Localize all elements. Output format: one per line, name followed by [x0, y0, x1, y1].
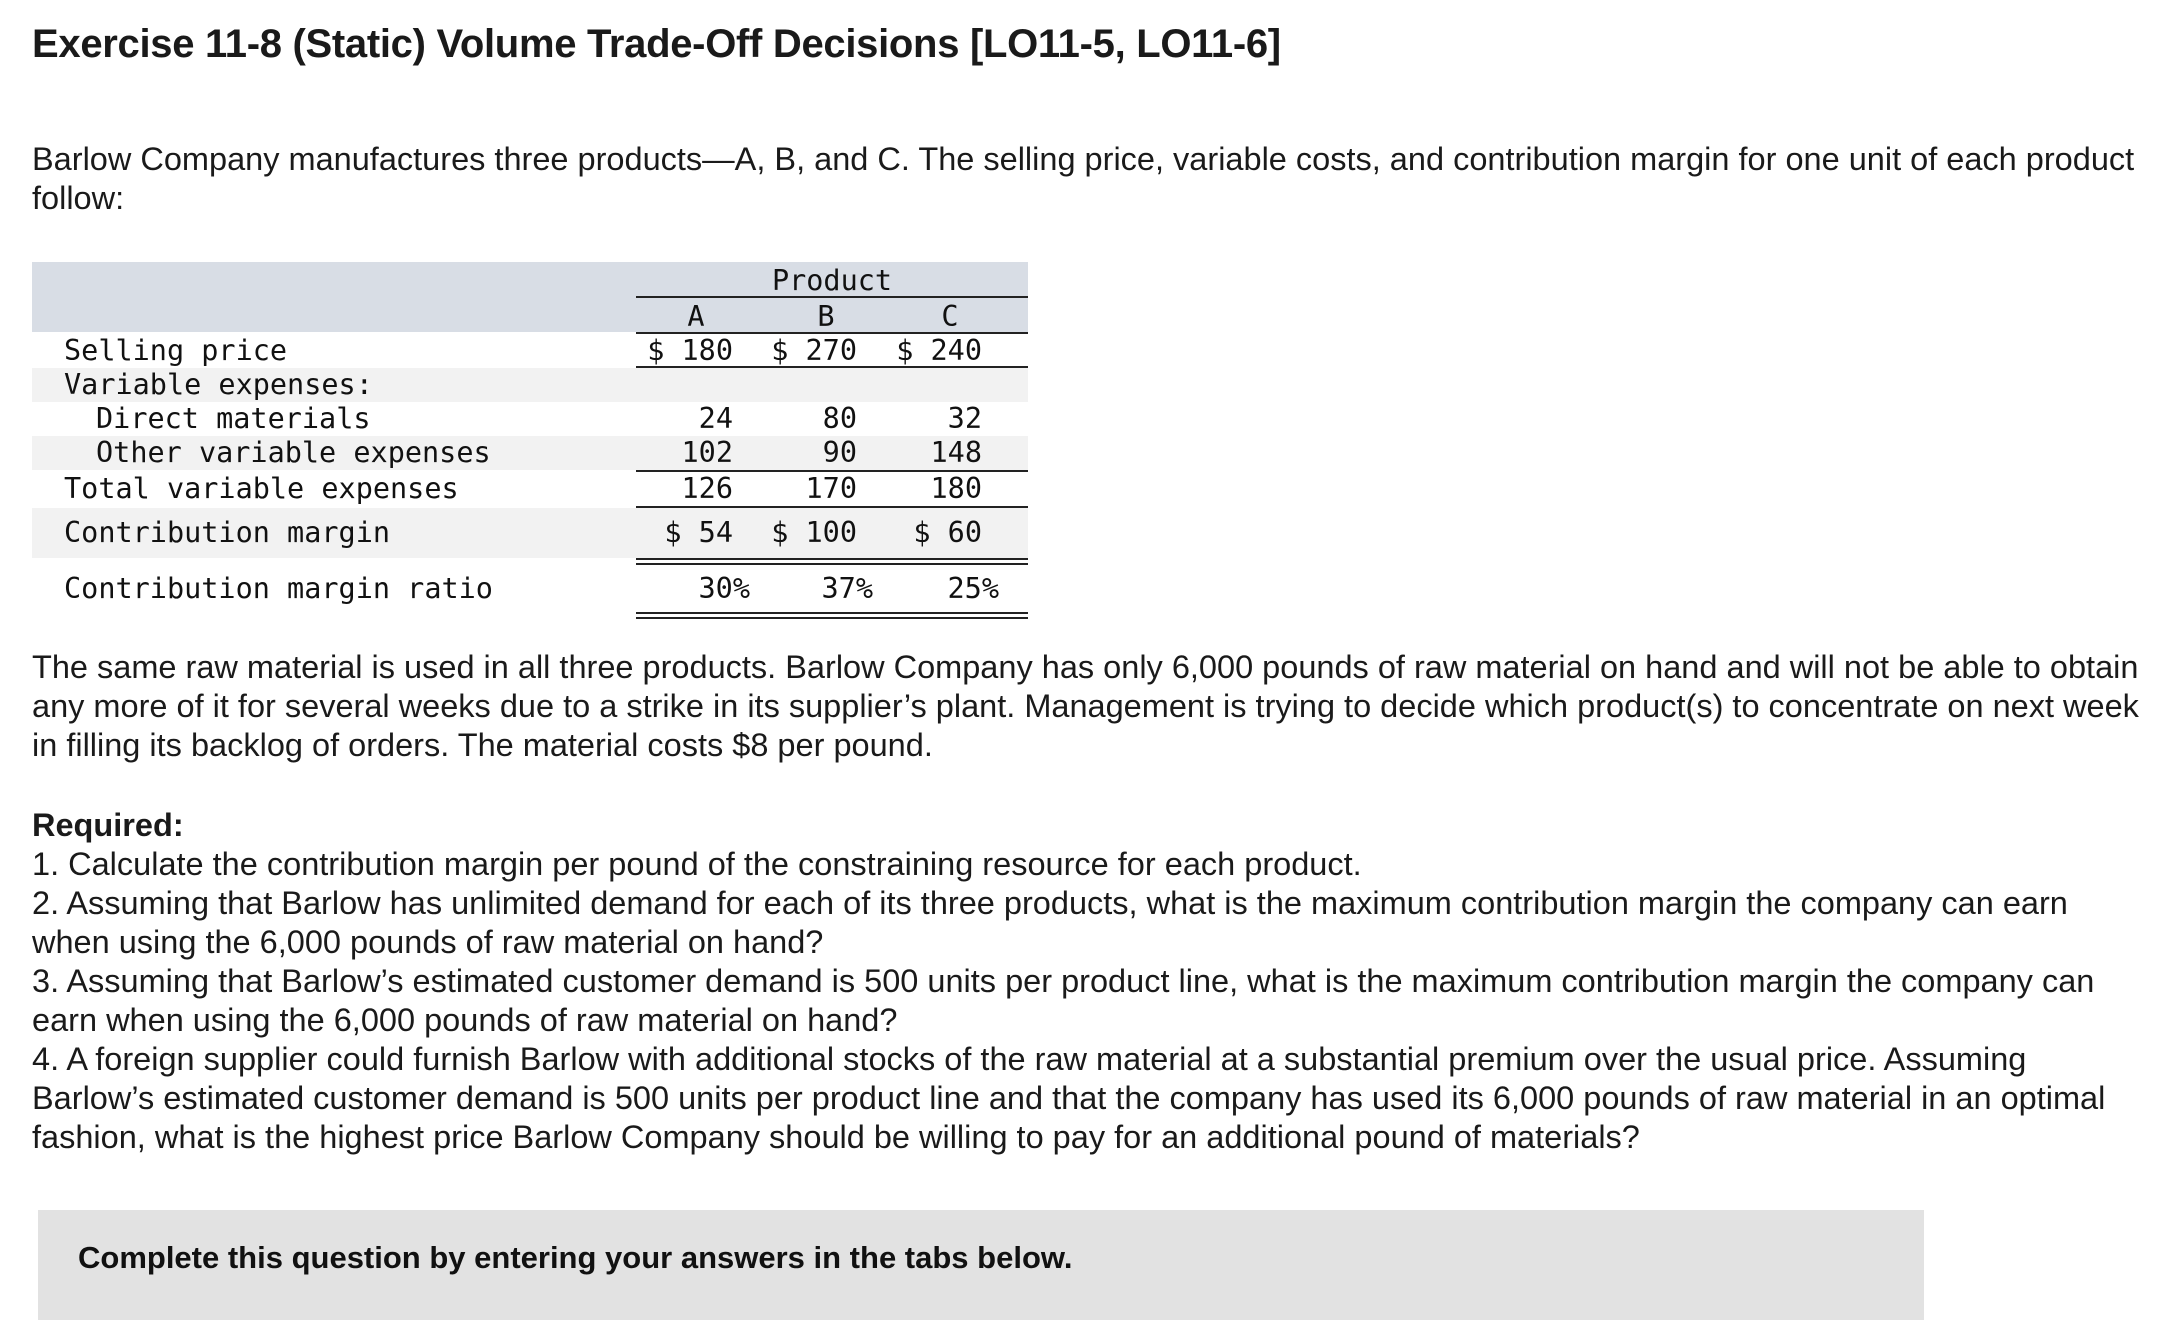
selling-price-label: Selling price [64, 334, 288, 367]
other-variable-b: 90 [822, 436, 857, 469]
direct-materials-c: 32 [947, 402, 982, 435]
required-item-1: 1. Calculate the contribution margin per pound of the constraining resource for each product. [32, 846, 1362, 882]
selling-price-b: $ 270 [771, 334, 857, 367]
selling-price-c: $ 240 [896, 334, 982, 367]
contribution-margin-c: $ 60 [913, 516, 982, 549]
contribution-margin-label: Contribution margin [64, 516, 391, 549]
cm-ratio-c: 25% [947, 572, 999, 605]
other-variable-label: Other variable expenses [96, 436, 491, 469]
contribution-margin-b: $ 100 [771, 516, 857, 549]
table-row [32, 368, 1028, 402]
table-row [32, 472, 1028, 506]
other-variable-a: 102 [681, 436, 733, 469]
header-underline [636, 296, 1028, 298]
required-item-3: 3. Assuming that Barlow’s estimated customer demand is 500 units per product line, what is the maximum contribution margin the company can earn when using the 6,000 pounds of raw material on hand? [32, 963, 2095, 1038]
required-heading: Required: [32, 807, 184, 843]
table-row [32, 402, 1028, 436]
direct-materials-label: Direct materials [96, 402, 371, 435]
table-row [32, 436, 1028, 470]
total-variable-label: Total variable expenses [64, 472, 459, 505]
total-variable-a: 126 [681, 472, 733, 505]
instructions-banner [38, 1210, 1924, 1320]
column-header-a: A [687, 300, 705, 333]
cm-ratio-label: Contribution margin ratio [64, 572, 493, 605]
variable-expenses-label: Variable expenses: [64, 368, 373, 401]
selling-price-a: $ 180 [647, 334, 733, 367]
intro-paragraph: Barlow Company manufactures three products—A, B, and C. The selling price, variable costs, and contribution margin for one unit of each product follow: [32, 141, 2135, 216]
column-header-c: C [941, 300, 959, 333]
direct-materials-b: 80 [822, 402, 857, 435]
required-section [32, 806, 2142, 1157]
cm-ratio-b: 37% [821, 572, 873, 605]
cm-ratio-a: 30% [698, 572, 750, 605]
contribution-margin-a: $ 54 [664, 516, 733, 549]
table-row [32, 508, 1028, 558]
table-row [32, 332, 1028, 366]
required-item-2: 2. Assuming that Barlow has unlimited demand for each of its three products, what is the maximum contribution margin the company can earn when using the 6,000 pounds of raw material on hand? [32, 885, 2068, 960]
direct-materials-a: 24 [698, 402, 733, 435]
column-header-b: B [817, 300, 835, 333]
exercise-title: Exercise 11-8 (Static) Volume Trade-Off Decisions [LO11-5, LO11-6] [32, 22, 1281, 66]
other-variable-c: 148 [930, 436, 982, 469]
cm-ratio-double-underline [636, 612, 1028, 619]
instructions-text: Complete this question by entering your answers in the tabs below. [78, 1240, 1073, 1275]
required-item-4: 4. A foreign supplier could furnish Barlow with additional stocks of the raw material at a substantial premium over the usual price. Assuming Barlow’s estimated customer demand is 500 units per product line and that the company has used its 6,000 pounds of raw material in an optimal fashion, what is the highest price Barlow Company should be willing to pay for an additional pound of materials? [32, 1041, 2106, 1155]
total-variable-c: 180 [930, 472, 982, 505]
total-variable-b: 170 [805, 472, 857, 505]
product-group-header: Product [771, 264, 893, 297]
scenario-paragraph: The same raw material is used in all three products. Barlow Company has only 6,000 pounds of raw material on hand and will not be able to obtain any more of it for several weeks due to a strike in its supplier’s plant. Management is trying to decide which product(s) to concentrate on next week in filling its backlog of orders. The material costs $8 per pound. [32, 649, 2139, 763]
table-row [32, 564, 1028, 614]
